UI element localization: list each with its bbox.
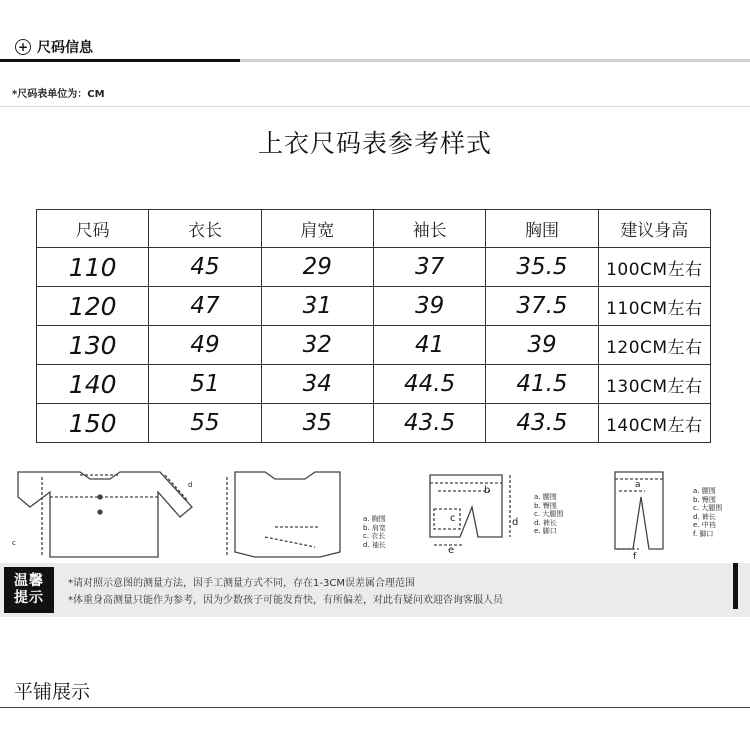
cell-size: 120 <box>37 287 149 326</box>
header-sleeve: 袖长 <box>373 210 485 248</box>
cell-shoulder: 29 <box>261 248 373 287</box>
pants-legend <box>534 493 563 536</box>
cell-size: 140 <box>37 365 149 404</box>
legend-item: a. 胸围 <box>363 515 386 523</box>
tips-badge-line1: 温馨 <box>14 573 44 589</box>
legend-item: b. 肩宽 <box>363 523 386 532</box>
size-table-title: 上衣尺码表参考样式 <box>257 129 492 158</box>
legend-item: b. 臀围 <box>693 495 716 504</box>
legend-item: c. 大腿围 <box>534 510 564 518</box>
cell-chest: 43.5 <box>486 404 598 443</box>
pants-diagram <box>420 467 590 562</box>
long-pants-legend <box>693 487 722 538</box>
legend-item: e. 中裆 <box>693 521 716 529</box>
marker-a: a <box>635 480 641 490</box>
cell-sleeve: 37 <box>373 248 485 287</box>
table-row <box>37 287 711 326</box>
cell-sleeve: 44.5 <box>373 365 485 404</box>
tips-badge <box>4 567 54 613</box>
cell-chest: 41.5 <box>486 365 598 404</box>
marker-c: c <box>12 539 16 547</box>
cell-length: 49 <box>149 326 261 365</box>
marker-f: f <box>633 552 637 562</box>
cell-sleeve: 41 <box>373 326 485 365</box>
cell-height: 120CM左右 <box>598 326 710 365</box>
tip-line-2: *体重身高测量只能作为参考，因为少数孩子可能发育快，有所偏差，对此有疑问欢迎咨询客服人员 <box>68 595 503 606</box>
table-row <box>37 365 711 404</box>
cell-length: 55 <box>149 404 261 443</box>
thin-divider <box>0 106 750 107</box>
marker-d: d <box>512 517 519 528</box>
header-divider <box>0 59 750 62</box>
cell-sleeve: 39 <box>373 287 485 326</box>
section-header <box>15 36 93 58</box>
header-length: 衣长 <box>149 210 261 248</box>
shirt-diagram <box>10 467 200 562</box>
size-table <box>36 209 711 443</box>
legend-item: d. 袖长 <box>363 540 386 549</box>
pants-outline-icon <box>420 467 530 562</box>
header-shoulder: 肩宽 <box>261 210 373 248</box>
cell-height: 130CM左右 <box>598 365 710 404</box>
legend-item: d. 裤长 <box>534 518 557 527</box>
table-row <box>37 404 711 443</box>
table-row <box>37 248 711 287</box>
marker-d: d <box>188 481 193 489</box>
plus-circle-icon: + <box>15 39 31 55</box>
top-legend <box>363 515 386 549</box>
size-table-header-row <box>37 210 711 248</box>
legend-item: b. 臀围 <box>534 501 557 510</box>
cell-length: 51 <box>149 365 261 404</box>
tips-badge-line2: 提示 <box>14 590 44 606</box>
cell-length: 45 <box>149 248 261 287</box>
flat-display-divider <box>0 707 750 708</box>
cell-shoulder: 31 <box>261 287 373 326</box>
cell-chest: 35.5 <box>486 248 598 287</box>
shirt-side-diagram <box>215 467 405 562</box>
long-pants-diagram <box>605 467 745 562</box>
cell-chest: 39 <box>486 326 598 365</box>
header-height: 建议身高 <box>598 210 710 248</box>
cell-shoulder: 32 <box>261 326 373 365</box>
flat-display-title: 平铺展示 <box>14 681 91 703</box>
cell-shoulder: 35 <box>261 404 373 443</box>
cell-height: 140CM左右 <box>598 404 710 443</box>
header-size: 尺码 <box>37 210 149 248</box>
cell-size: 130 <box>37 326 149 365</box>
cell-height: 100CM左右 <box>598 248 710 287</box>
table-row <box>37 326 711 365</box>
cell-size: 110 <box>37 248 149 287</box>
header-chest: 胸围 <box>486 210 598 248</box>
unit-note: *尺码表单位为：CM <box>12 89 105 100</box>
legend-item: f. 脚口 <box>693 529 714 538</box>
legend-item: a. 腰围 <box>534 493 557 501</box>
shirt-outline-icon <box>10 467 200 562</box>
legend-item: c. 大腿围 <box>693 504 723 512</box>
tips-banner <box>0 563 750 617</box>
tip-line-1: *请对照示意图的测量方法，因手工测量方式不同，存在1-3CM误差属合理范围 <box>68 578 415 589</box>
shirt-side-outline-icon <box>215 467 355 562</box>
cell-shoulder: 34 <box>261 365 373 404</box>
cell-height: 110CM左右 <box>598 287 710 326</box>
cell-sleeve: 43.5 <box>373 404 485 443</box>
section-header-title: 尺码信息 <box>37 40 93 56</box>
marker-c: c <box>450 513 456 524</box>
cell-size: 150 <box>37 404 149 443</box>
marker-b: b <box>484 485 491 496</box>
marker-e: e <box>448 545 455 556</box>
cell-length: 47 <box>149 287 261 326</box>
tips-side-bar <box>733 563 738 609</box>
legend-item: e. 脚口 <box>534 527 557 535</box>
legend-item: a. 腰围 <box>693 487 716 495</box>
cell-chest: 37.5 <box>486 287 598 326</box>
legend-item: d. 裤长 <box>693 512 716 521</box>
legend-item: c. 衣长 <box>363 532 386 540</box>
